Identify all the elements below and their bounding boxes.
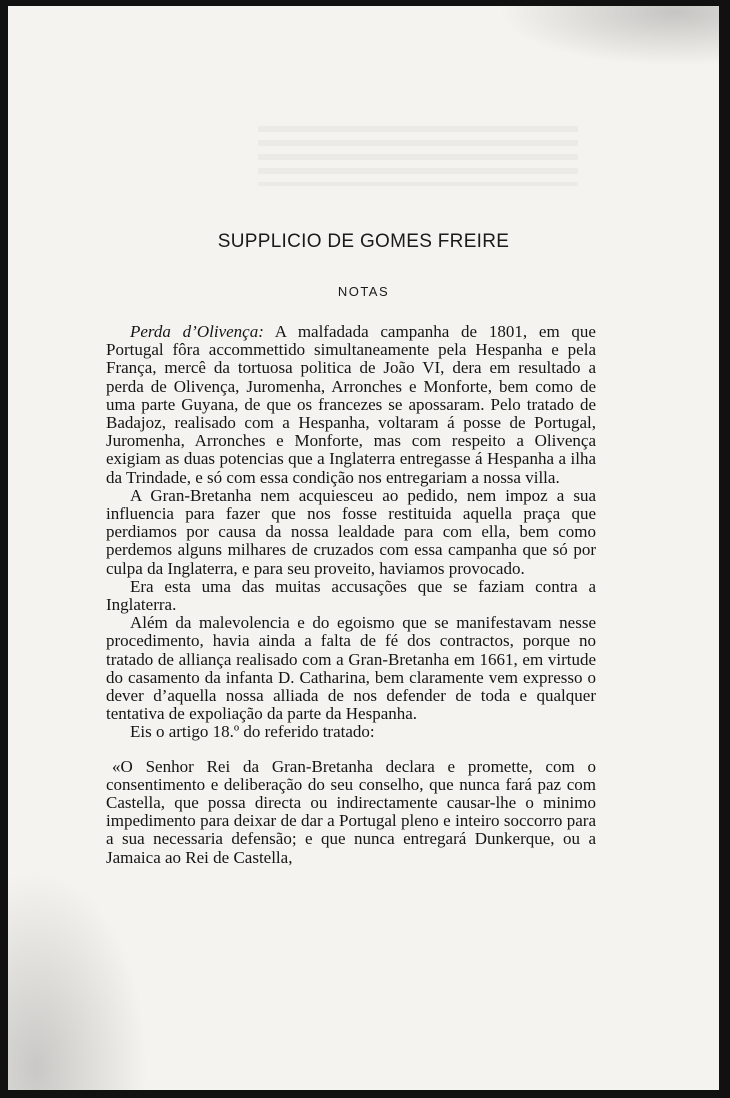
paper-stain [499,6,719,66]
paragraph [106,323,596,487]
section-heading: NOTAS [337,284,390,299]
paragraph-lead: Perda d’Olivença: [130,322,264,341]
paper-stain [8,870,148,1090]
quoted-treaty-article: «O Senhor Rei da Gran-Bretanha declara e promette, com o consentimento e deliberação do seu conselho, que nunca fará paz com Castella, que possa directa ou indirectamente causar-lhe o minimo impedimento para deixar de dar a Portugal pleno e inteiro soccorro para a sua necessaria defensão; e que nunca entregará Dunkerque, ou a Jamaica ao Rei de Castella, [106,756,596,867]
paragraph: Além da malevolencia e do egoismo que se manifestavam nesse procedimento, havia ainda a falta de fé dos contractos, porque no tratado de alliança realisado com a Gran-Bretanha em 1661, em virtude do casamento da infanta D. Catharina, bem claramente vem expresso o dever d’aquella nossa alliada de nos defender de toda e qualquer tentativa de expoliação da parte da Hespanha. [106,613,596,724]
book-page [8,6,719,1090]
show-through-text [258,126,578,186]
paragraph-text: A malfadada campanha de 1801, em que Portugal fôra accommettido simultaneamente pela Hespanha e pela França, mercê da tortuosa politica de João VI, dera em resultado a perda de Olivença, Juromenha, Arronches e Monforte, bem como de uma parte Guyana, de que os francezes se apossaram. Pelo tratado de Badajoz, realisado com a Hespanha, voltaram á posse de Portugal, Juromenha, Arronches e Monforte, mas com respeito a Olivença exigiam as duas potencias que a Inglaterra entregasse á Hespanha a ilha da Trindade, e só com essa condição nos entregariam a nossa villa. [106,322,596,487]
body-text [106,323,596,867]
chapter-title: SUPPLICIO DE GOMES FREIRE [217,231,510,252]
paragraph: Era esta uma das muitas accusações que se faziam contra a Inglaterra. [106,576,596,615]
paragraph: Eis o artigo 18.º do referido tratado: [130,722,375,742]
paragraph: A Gran-Bretanha nem acquiesceu ao pedido, nem impoz a sua influencia para fazer que nos fosse restituida aquella praça que perdiamos por causa da nossa lealdade para com ella, bem como perdemos alguns milhares de cruzados com essa campanha que só por culpa da Inglaterra, e para seu proveito, haviamos provocado. [106,485,596,578]
